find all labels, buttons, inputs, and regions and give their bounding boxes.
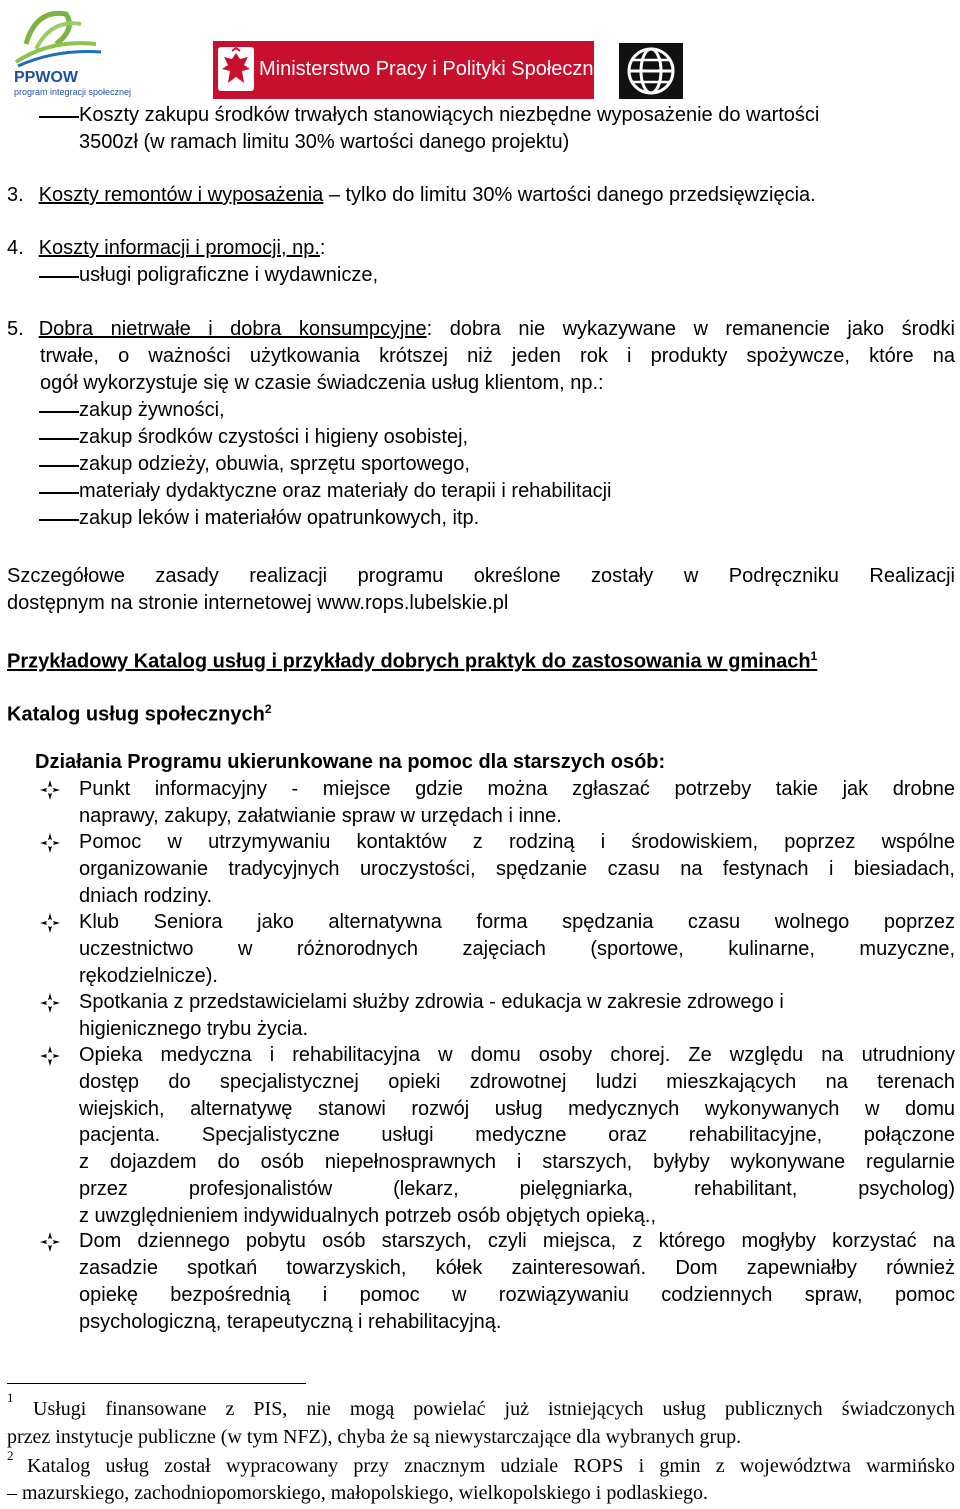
section-4-link[interactable]: Koszty informacji i promocji, np. (38, 237, 320, 259)
bullet-line: psychologiczną, terapeutyczną i rehabilitacyjną. (79, 1311, 502, 1333)
ppwow-logo-text: PPWOW (14, 69, 78, 86)
dash-bullet (39, 116, 79, 118)
footnote-2-line1: Katalog usług został wypracowany przy znacznym udziale ROPS i gmin z województwa warmińsko (27, 1455, 955, 1477)
footnote-1-line2: przez instytucje publiczne (w tym NFZ), chyba że są niewystarczające dla wybranych grup. (7, 1426, 742, 1448)
bullet-line: Opieka medyczna i rehabilitacyjna w domu osoby chorej. Ze względu na utrudniony (79, 1044, 955, 1066)
details-line1: Szczegółowe zasady realizacji programu określone zostały w Podręczniku Realizacji (7, 565, 955, 587)
bullet-line: dostęp do specjalistycznej opieki zdrowotnej ludzi mieszkających na terenach (79, 1071, 955, 1093)
list-item-text: zakup żywności, (79, 399, 225, 421)
dash-bullet (39, 465, 79, 467)
list-item-text: Koszty zakupu środków trwałych stanowiących niezbędne wyposażenie do wartości (79, 104, 820, 126)
bullet-line: rękodzielnicze). (79, 965, 218, 987)
footnote-mark-2: 2 (7, 1448, 14, 1463)
diamond-bullet-icon (40, 1046, 60, 1066)
diamond-bullet-icon (40, 993, 60, 1013)
section-3-link[interactable]: Koszty remontów i wyposażenia (38, 184, 324, 206)
bullet-line: wiejskich, alternatywę stanowi rozwój usług medycznych wykonywanych w domu (79, 1098, 955, 1120)
social-catalog-heading-text: Katalog usług społecznych (7, 703, 265, 726)
section-5-link[interactable]: Dobra nietrwałe i dobra konsumpcyjne (38, 318, 427, 340)
footnote-1-line1: Usługi finansowane z PIS, nie mogą powielać już istniejących usług publicznych świadczonych (33, 1398, 955, 1420)
dash-bullet (39, 519, 79, 521)
bullet-line: Spotkania z przedstawicielami służby zdrowia - edukacja w zakresie zdrowego i (79, 991, 784, 1013)
globe-logo (619, 43, 683, 99)
section-5-rest: : dobra nie wykazywane w remanencie jako środki (426, 318, 955, 340)
footnote-mark-1: 1 (7, 1390, 14, 1405)
bullet-line: zasadzie spotkań towarzyskich, kółek zainteresowań. Dom zapewniałby również (79, 1257, 955, 1279)
section-4 (7, 235, 325, 261)
section-3-rest: – tylko do limitu 30% wartości danego przedsięwzięcia. (323, 184, 816, 206)
diamond-bullet-icon (40, 833, 60, 853)
bullet-line: Dom dziennego pobytu osób starszych, czyli miejsca, z którego mogłyby korzystać na (79, 1230, 955, 1252)
ministry-logo (213, 41, 610, 99)
diamond-bullet-icon (40, 1232, 60, 1252)
bullet-line: opiekę bezpośrednią i pomoc w rozwiązywaniu codziennych spraw, pomoc (79, 1284, 955, 1306)
footnote-ref-2[interactable]: 2 (264, 702, 272, 716)
bullet-line: Punkt informacyjny - miejsce gdzie można zgłaszać potrzeby takie jak drobne (79, 778, 955, 800)
ministry-name: Ministerstwo Pracy i Polityki Społecznej (259, 58, 610, 80)
catalog-heading-text: Przykładowy Katalog usług i przykłady dobrych praktyk do zastosowania w gminach (7, 650, 811, 673)
bullet-line: dniach rodziny. (79, 885, 213, 907)
bullet-line: organizowanie tradycyjnych uroczystości, spędzanie czasu na festynach i biesiadach, (79, 858, 955, 880)
globe-icon (619, 43, 683, 99)
section-3 (7, 182, 816, 208)
bullet-line: Klub Seniora jako alternatywna forma spędzania czasu wolnego poprzez (79, 911, 955, 933)
list-item-text: usługi poligraficzne i wydawnicze, (79, 264, 379, 286)
social-catalog-heading (7, 696, 272, 728)
bullet-line: pacjenta. Specjalistyczne usługi medyczne oraz rehabilitacyjne, połączone (79, 1124, 955, 1146)
actions-heading: Działania Programu ukierunkowane na pomoc dla starszych osób: (35, 751, 666, 773)
list-item-text: zakup środków czystości i higieny osobistej, (79, 426, 469, 448)
section-number: 5. (7, 318, 24, 340)
list-item-text: zakup odzieży, obuwia, sprzętu sportowego, (79, 453, 470, 475)
dash-bullet (39, 492, 79, 494)
list-item-text: materiały dydaktyczne oraz materiały do terapii i rehabilitacji (79, 480, 612, 502)
bullet-line: higienicznego trybu życia. (79, 1018, 309, 1040)
dash-bullet (39, 438, 79, 440)
catalog-heading (7, 643, 817, 675)
section-5-line2: trwałe, o ważności użytkowania krótszej niż jeden rok i produkty spożywcze, które na (40, 345, 955, 367)
section-number: 4. (7, 237, 24, 259)
section-4-colon: : (319, 237, 326, 259)
bullet-line: przez profesjonalistów (lekarz, pielęgniarka, rehabilitant, psycholog) (79, 1178, 955, 1200)
bullet-line: z dojazdem do osób niepełnosprawnych i starszych, byłyby wykonywane regularnie (79, 1151, 955, 1173)
list-item-text: zakup leków i materiałów opatrunkowych, itp. (79, 507, 480, 529)
section-5-line3: ogół wykorzystuje się w czasie świadczenia usług klientom, np.: (40, 372, 604, 394)
section-5-line1 (7, 316, 955, 342)
details-line2: dostępnym na stronie internetowej www.rops.lubelskie.pl (7, 592, 509, 614)
ppwow-emblem-icon (6, 4, 206, 98)
ppwow-logo-subtext: program integracji społecznej (14, 87, 132, 97)
bullet-line: uczestnictwo w różnorodnych zajęciach (sportowe, kulinarne, muzyczne, (79, 938, 955, 960)
footnote-ref-1[interactable]: 1 (810, 649, 818, 663)
list-item-text: 3500zł (w ramach limitu 30% wartości danego projektu) (79, 131, 570, 153)
dash-bullet (39, 276, 79, 278)
bullet-line: Pomoc w utrzymywaniu kontaktów z rodziną i środowiskiem, poprzez wspólne (79, 831, 955, 853)
ppwow-logo (6, 4, 206, 98)
bullet-line: naprawy, zakupy, załatwianie spraw w urzędach i inne. (79, 805, 562, 827)
section-number: 3. (7, 184, 24, 206)
diamond-bullet-icon (40, 780, 60, 800)
dash-bullet (39, 411, 79, 413)
bullet-line: z uwzględnieniem indywidualnych potrzeb osób objętych opieką., (79, 1205, 657, 1227)
footnote-2-line2: – mazurskiego, zachodniopomorskiego, małopolskiego, wielkopolskiego i podlaskiego. (7, 1482, 708, 1504)
footnote-separator (7, 1383, 306, 1384)
eagle-emblem-icon (218, 47, 254, 91)
diamond-bullet-icon (40, 913, 60, 933)
